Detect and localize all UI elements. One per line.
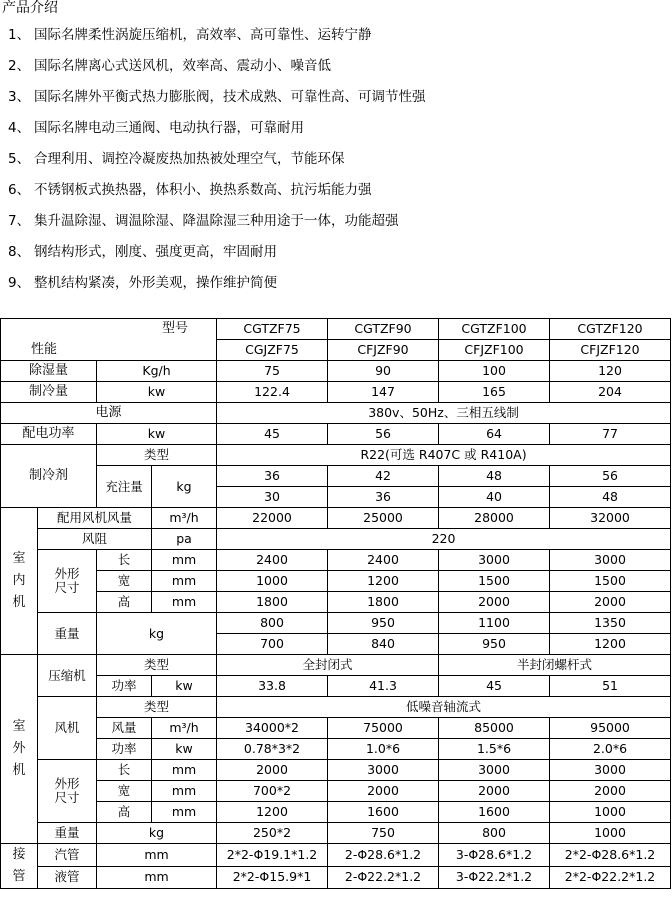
feature-item xyxy=(8,244,277,260)
feature-number: 7、 xyxy=(8,213,31,229)
row-indoor-weight xyxy=(1,613,671,634)
unit-cell: mm xyxy=(152,802,217,823)
value-cell: 2-Φ22.2*1.2 xyxy=(328,866,439,889)
sub-label: 功率 xyxy=(97,739,152,760)
feature-text: 合理利用、调控冷凝废热加热被处理空气，节能环保 xyxy=(34,151,345,167)
row-outdoor-compressor-type xyxy=(1,655,671,676)
value-cell: 2*2-Φ15.9*1 xyxy=(217,866,328,889)
model-cell: CGTZF75 xyxy=(217,319,328,340)
value-cell: 165 xyxy=(439,382,550,403)
row-cooling xyxy=(1,382,671,403)
feature-item xyxy=(8,58,331,74)
value-cell: 950 xyxy=(328,613,439,634)
value-cell: 380v、50Hz、三相五线制 xyxy=(217,403,671,424)
performance-header: 性能 xyxy=(1,340,217,361)
feature-text: 国际名牌电动三通阀、电动执行器，可靠耐用 xyxy=(34,120,304,136)
row-indoor-length xyxy=(1,550,671,571)
sub-label: 宽 xyxy=(97,571,152,592)
sub-label: 液管 xyxy=(38,866,97,889)
indoor-dims-label: 外形 尺寸 xyxy=(38,550,97,613)
value-cell: 48 xyxy=(550,487,671,508)
unit-cell: mm xyxy=(152,550,217,571)
feature-text: 国际名牌离心式送风机，效率高、震动小、噪音低 xyxy=(34,58,331,74)
model-cell: CFJZF100 xyxy=(439,340,550,361)
sub-label: 重量 xyxy=(38,613,97,655)
feature-text: 整机结构紧凑，外形美观，操作维护简便 xyxy=(34,275,277,291)
row-refrigerant-type xyxy=(1,445,671,466)
value-cell: 2*2-Φ28.6*1.2 xyxy=(550,844,671,867)
feature-number: 4、 xyxy=(8,120,31,136)
feature-number: 9、 xyxy=(8,275,31,291)
value-cell: 0.78*3*2 xyxy=(217,739,328,760)
model-cell: CGTZF100 xyxy=(439,319,550,340)
model-cell: CGJZF75 xyxy=(217,340,328,361)
value-cell: 85000 xyxy=(439,718,550,739)
value-cell: 1500 xyxy=(439,571,550,592)
value-cell: 840 xyxy=(328,634,439,655)
refrigerant-label: 制冷剂 xyxy=(1,445,97,508)
value-cell: 3000 xyxy=(328,760,439,781)
value-cell: 1800 xyxy=(217,592,328,613)
unit-cell: kg xyxy=(97,613,217,655)
sub-label: 重量 xyxy=(38,823,97,844)
value-cell: 2-Φ28.6*1.2 xyxy=(328,844,439,867)
value-cell: 56 xyxy=(550,466,671,487)
value-cell: 56 xyxy=(328,424,439,445)
value-cell: 32000 xyxy=(550,508,671,529)
unit-cell: kw xyxy=(97,424,217,445)
row-indoor-width xyxy=(1,571,671,592)
row-power xyxy=(1,424,671,445)
row-outdoor-width xyxy=(1,781,671,802)
value-cell: 700 xyxy=(217,634,328,655)
feature-number: 3、 xyxy=(8,89,31,105)
piping-label: 接 管 xyxy=(1,844,38,889)
outdoor-dims-label: 外形 尺寸 xyxy=(38,760,97,823)
intro-title: 产品介绍 xyxy=(2,0,58,16)
model-cell: CGTZF90 xyxy=(328,319,439,340)
outdoor-unit-label: 室 外 机 xyxy=(1,655,38,844)
value-cell: 2*2-Φ19.1*1.2 xyxy=(217,844,328,867)
feature-item xyxy=(8,27,372,43)
feature-text: 钢结构形式，刚度、强度更高，牢固耐用 xyxy=(34,244,277,260)
value-cell: 3-Φ22.2*1.2 xyxy=(439,866,550,889)
value-cell: 2400 xyxy=(217,550,328,571)
sub-label: 功率 xyxy=(97,676,152,697)
compressor-label: 压缩机 xyxy=(38,655,97,697)
value-cell: 2.0*6 xyxy=(550,739,671,760)
row-pipe-liquid xyxy=(1,866,671,889)
sub-label: 汽管 xyxy=(38,844,97,867)
unit-cell: m³/h xyxy=(152,508,217,529)
value-cell: 1.5*6 xyxy=(439,739,550,760)
feature-item xyxy=(8,182,372,198)
feature-item xyxy=(8,89,426,105)
value-cell: 30 xyxy=(217,487,328,508)
value-cell: 75000 xyxy=(328,718,439,739)
value-cell: 147 xyxy=(328,382,439,403)
value-cell: 950 xyxy=(439,634,550,655)
value-cell: 1200 xyxy=(217,802,328,823)
value-cell: 22000 xyxy=(217,508,328,529)
sub-label: 高 xyxy=(97,802,152,823)
feature-number: 2、 xyxy=(8,58,31,74)
feature-number: 5、 xyxy=(8,151,31,167)
unit-cell: mm xyxy=(97,866,217,889)
row-outdoor-length xyxy=(1,760,671,781)
value-cell: 25000 xyxy=(328,508,439,529)
row-dehumid xyxy=(1,361,671,382)
sub-label: 配用风机风量 xyxy=(38,508,152,529)
value-cell: 34000*2 xyxy=(217,718,328,739)
value-cell: 2000 xyxy=(550,781,671,802)
unit-cell: Kg/h xyxy=(97,361,217,382)
value-cell: 48 xyxy=(439,466,550,487)
value-cell: 51 xyxy=(550,676,671,697)
value-cell: 1350 xyxy=(550,613,671,634)
value-cell: 64 xyxy=(439,424,550,445)
value-cell: 2000 xyxy=(328,781,439,802)
value-cell: 1800 xyxy=(328,592,439,613)
feature-item xyxy=(8,120,304,136)
value-cell: 2000 xyxy=(439,781,550,802)
feature-text: 集升温除湿、调温除湿、降温除湿三种用途于一体，功能超强 xyxy=(34,213,399,229)
value-cell: 700*2 xyxy=(217,781,328,802)
sub-label: 宽 xyxy=(97,781,152,802)
value-cell: 33.8 xyxy=(217,676,328,697)
row-pipe-gas xyxy=(1,844,671,867)
unit-cell: kw xyxy=(97,382,217,403)
value-cell: 1200 xyxy=(550,634,671,655)
value-cell: 2400 xyxy=(328,550,439,571)
value-cell: 120 xyxy=(550,361,671,382)
value-cell: 全封闭式 xyxy=(217,655,439,676)
model-cell: CFJZF90 xyxy=(328,340,439,361)
row-label: 电源 xyxy=(1,403,217,424)
value-cell: 800 xyxy=(217,613,328,634)
value-cell: 77 xyxy=(550,424,671,445)
value-cell: 90 xyxy=(328,361,439,382)
sub-label: 风量 xyxy=(97,718,152,739)
row-outdoor-height xyxy=(1,802,671,823)
value-cell: 40 xyxy=(439,487,550,508)
value-cell: 36 xyxy=(217,466,328,487)
value-cell: 75 xyxy=(217,361,328,382)
value-cell: 1000 xyxy=(550,802,671,823)
model-cell: CFJZF120 xyxy=(550,340,671,361)
row-indoor-height xyxy=(1,592,671,613)
header-row-models xyxy=(1,319,671,340)
value-cell: 42 xyxy=(328,466,439,487)
value-cell: 1100 xyxy=(439,613,550,634)
spec-table xyxy=(0,318,671,889)
value-cell: 2000 xyxy=(217,760,328,781)
fan-label: 风机 xyxy=(38,697,97,760)
value-cell: 1200 xyxy=(328,571,439,592)
unit-cell: mm xyxy=(152,781,217,802)
sub-label: 类型 xyxy=(97,697,217,718)
header-row-models-alt xyxy=(1,340,671,361)
value-cell: R22(可选 R407C 或 R410A) xyxy=(217,445,671,466)
model-header: 型号 xyxy=(1,319,217,340)
unit-cell: mm xyxy=(97,844,217,867)
value-cell: 36 xyxy=(328,487,439,508)
value-cell: 1600 xyxy=(439,802,550,823)
value-cell: 1500 xyxy=(550,571,671,592)
unit-cell: kg xyxy=(152,466,217,508)
value-cell: 3000 xyxy=(439,550,550,571)
value-cell: 2*2-Φ22.2*1.2 xyxy=(550,866,671,889)
value-cell: 半封闭螺杆式 xyxy=(439,655,671,676)
value-cell: 41.3 xyxy=(328,676,439,697)
row-power-supply xyxy=(1,403,671,424)
value-cell: 250*2 xyxy=(217,823,328,844)
sub-label: 类型 xyxy=(97,445,217,466)
value-cell: 204 xyxy=(550,382,671,403)
indoor-unit-label: 室 内 机 xyxy=(1,508,38,655)
unit-cell: mm xyxy=(152,571,217,592)
row-outdoor-compressor-power xyxy=(1,676,671,697)
feature-item xyxy=(8,151,345,167)
value-cell: 220 xyxy=(217,529,671,550)
value-cell: 1000 xyxy=(550,823,671,844)
value-cell: 95000 xyxy=(550,718,671,739)
feature-text: 国际名牌柔性涡旋压缩机，高效率、高可靠性、运转宁静 xyxy=(34,27,372,43)
value-cell: 100 xyxy=(439,361,550,382)
value-cell: 45 xyxy=(217,424,328,445)
row-label: 除湿量 xyxy=(1,361,97,382)
value-cell: 1600 xyxy=(328,802,439,823)
feature-text: 国际名牌外平衡式热力膨胀阀，技术成熟、可靠性高、可调节性强 xyxy=(34,89,426,105)
unit-cell: m³/h xyxy=(152,718,217,739)
row-outdoor-weight xyxy=(1,823,671,844)
sub-label: 类型 xyxy=(97,655,217,676)
sub-label: 风阻 xyxy=(38,529,152,550)
value-cell: 2000 xyxy=(550,592,671,613)
value-cell: 2000 xyxy=(439,592,550,613)
sub-label: 长 xyxy=(97,760,152,781)
feature-number: 1、 xyxy=(8,27,31,43)
sub-label: 充注量 xyxy=(97,466,152,508)
unit-cell: mm xyxy=(152,760,217,781)
value-cell: 28000 xyxy=(439,508,550,529)
feature-item xyxy=(8,213,399,229)
row-outdoor-fan-airflow xyxy=(1,718,671,739)
value-cell: 800 xyxy=(439,823,550,844)
feature-item xyxy=(8,275,277,291)
row-label: 制冷量 xyxy=(1,382,97,403)
value-cell: 3000 xyxy=(439,760,550,781)
model-cell: CGTZF120 xyxy=(550,319,671,340)
feature-number: 6、 xyxy=(8,182,31,198)
sub-label: 长 xyxy=(97,550,152,571)
feature-number: 8、 xyxy=(8,244,31,260)
row-label: 配电功率 xyxy=(1,424,97,445)
value-cell: 45 xyxy=(439,676,550,697)
value-cell: 3000 xyxy=(550,760,671,781)
row-outdoor-fan-type xyxy=(1,697,671,718)
value-cell: 122.4 xyxy=(217,382,328,403)
unit-cell: kw xyxy=(152,739,217,760)
row-refrigerant-charge xyxy=(1,466,671,487)
unit-cell: kw xyxy=(152,676,217,697)
unit-cell: pa xyxy=(152,529,217,550)
unit-cell: kg xyxy=(97,823,217,844)
row-indoor-airflow xyxy=(1,508,671,529)
row-outdoor-fan-power xyxy=(1,739,671,760)
sub-label: 高 xyxy=(97,592,152,613)
value-cell: 3-Φ28.6*1.2 xyxy=(439,844,550,867)
unit-cell: mm xyxy=(152,592,217,613)
value-cell: 低噪音轴流式 xyxy=(217,697,671,718)
row-indoor-resistance xyxy=(1,529,671,550)
value-cell: 1000 xyxy=(217,571,328,592)
value-cell: 1.0*6 xyxy=(328,739,439,760)
feature-text: 不锈钢板式换热器，体积小、换热系数高、抗污垢能力强 xyxy=(34,182,372,198)
value-cell: 750 xyxy=(328,823,439,844)
value-cell: 3000 xyxy=(550,550,671,571)
